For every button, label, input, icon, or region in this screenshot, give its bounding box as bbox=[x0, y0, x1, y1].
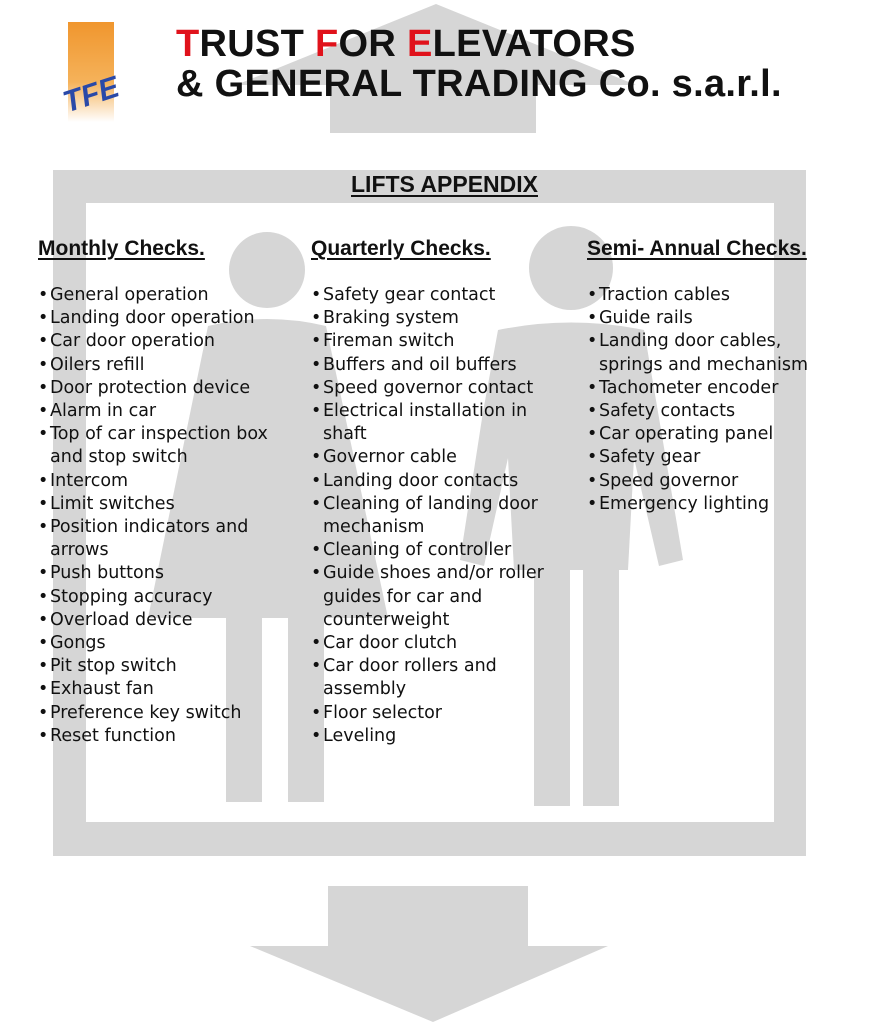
list-item: • Stopping accuracy bbox=[38, 586, 300, 609]
company-name-part: RUST bbox=[199, 23, 316, 65]
list-item: • Fireman switch bbox=[311, 330, 573, 353]
svg-text:TFE: TFE bbox=[59, 70, 124, 120]
list-item: • Exhaust fan bbox=[38, 678, 300, 701]
list-item: • Preference key switch bbox=[38, 702, 300, 725]
list-item: • Top of car inspection box and stop switch bbox=[38, 423, 300, 469]
monthly-checks-column bbox=[38, 235, 300, 748]
company-name-part: LEVATORS bbox=[432, 23, 636, 65]
list-item: • Oilers refill bbox=[38, 354, 300, 377]
list-item: • Car door clutch bbox=[311, 632, 573, 655]
list-item: • Cleaning of landing door mechanism bbox=[311, 493, 573, 539]
list-item: • Guide shoes and/or roller guides for car and counterweight bbox=[311, 562, 573, 632]
company-name-line-2: & GENERAL TRADING Co. s.a.r.l. bbox=[176, 63, 782, 105]
tfe-logo bbox=[56, 22, 128, 122]
list-item: • Position indicators and arrows bbox=[38, 516, 300, 562]
list-item: • Car door operation bbox=[38, 330, 300, 353]
list-item: • Leveling bbox=[311, 725, 573, 748]
list-item: • Braking system bbox=[311, 307, 573, 330]
list-item: • Gongs bbox=[38, 632, 300, 655]
list-item: • Guide rails bbox=[587, 307, 877, 330]
list-item: • Car door rollers and assembly bbox=[311, 655, 573, 701]
monthly-checks-list bbox=[38, 284, 300, 748]
down-arrow-icon bbox=[250, 886, 608, 1022]
list-item: • Electrical installation in shaft bbox=[311, 400, 573, 446]
company-initial: T bbox=[176, 23, 200, 65]
company-name bbox=[176, 24, 782, 104]
quarterly-checks-column bbox=[311, 235, 573, 748]
list-item: • Floor selector bbox=[311, 702, 573, 725]
quarterly-checks-list bbox=[311, 284, 573, 748]
list-item: • Safety gear bbox=[587, 446, 877, 469]
list-item: • Safety gear contact bbox=[311, 284, 573, 307]
list-item: • Car operating panel bbox=[587, 423, 877, 446]
company-initial: E bbox=[407, 23, 433, 65]
list-item: • Door protection device bbox=[38, 377, 300, 400]
company-name-line-1 bbox=[176, 24, 782, 64]
list-item: • Safety contacts bbox=[587, 400, 877, 423]
list-item: • Speed governor bbox=[587, 470, 877, 493]
list-item: • Alarm in car bbox=[38, 400, 300, 423]
list-item: • Limit switches bbox=[38, 493, 300, 516]
list-item: • Buffers and oil buffers bbox=[311, 354, 573, 377]
list-item: • Pit stop switch bbox=[38, 655, 300, 678]
list-item: • Landing door operation bbox=[38, 307, 300, 330]
list-item: • Tachometer encoder bbox=[587, 377, 877, 400]
semi-annual-checks-heading: Semi- Annual Checks. bbox=[587, 237, 807, 260]
list-item: • Reset function bbox=[38, 725, 300, 748]
company-name-part: OR bbox=[338, 23, 407, 65]
list-item: • Traction cables bbox=[587, 284, 877, 307]
list-item: • General operation bbox=[38, 284, 300, 307]
list-item: • Intercom bbox=[38, 470, 300, 493]
list-item: • Governor cable bbox=[311, 446, 573, 469]
list-item: • Landing door cables, springs and mechanism bbox=[587, 330, 877, 376]
list-item: • Overload device bbox=[38, 609, 300, 632]
list-item: • Speed governor contact bbox=[311, 377, 573, 400]
semi-annual-checks-list bbox=[587, 284, 877, 516]
list-item: • Emergency lighting bbox=[587, 493, 877, 516]
list-item: • Landing door contacts bbox=[311, 470, 573, 493]
list-item: • Cleaning of controller bbox=[311, 539, 573, 562]
page-title: LIFTS APPENDIX bbox=[351, 171, 538, 197]
semi-annual-checks-column bbox=[587, 235, 877, 516]
quarterly-checks-heading: Quarterly Checks. bbox=[311, 237, 491, 260]
list-item: • Push buttons bbox=[38, 562, 300, 585]
monthly-checks-heading: Monthly Checks. bbox=[38, 237, 205, 260]
company-initial: F bbox=[315, 23, 339, 65]
